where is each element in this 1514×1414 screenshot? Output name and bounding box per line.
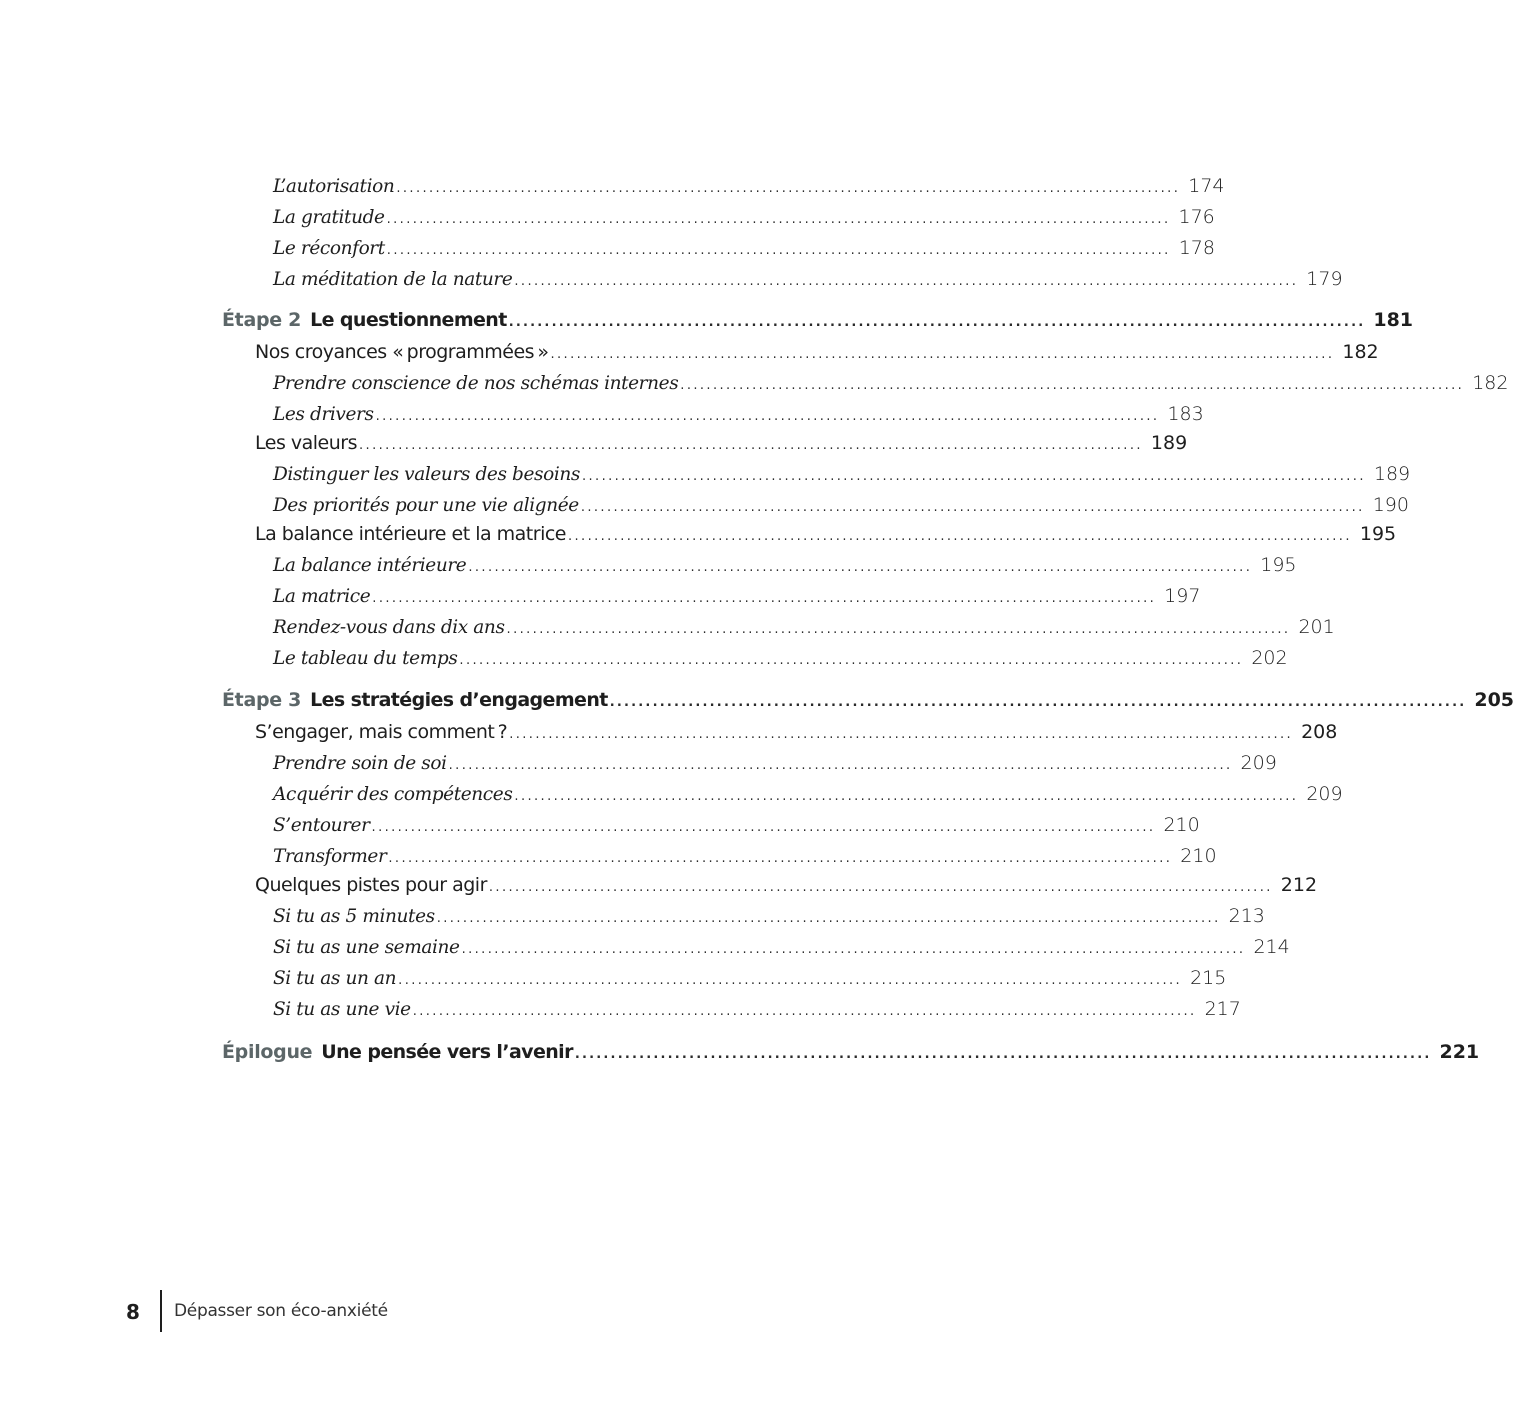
toc-entry-page: 210 [1180, 845, 1217, 867]
toc-entry-page: 209 [1306, 783, 1343, 805]
toc-entry-title: La gratitude [273, 207, 385, 228]
toc-entry-page: 189 [1150, 432, 1188, 454]
toc-entry-page: 189 [1373, 463, 1411, 485]
toc-entry-title: Une pensée vers l’avenir [321, 1041, 573, 1063]
toc-entry-title: Distinguer les valeurs des besoins [273, 464, 580, 485]
toc-entry-page: 202 [1251, 647, 1288, 669]
toc-entry-page: 208 [1301, 721, 1338, 743]
dot-leader: ........................................................................................................................ [508, 315, 1366, 330]
toc-section-entry [0, 513, 1397, 545]
dot-leader: ........................................................................................................................ [581, 469, 1366, 484]
dot-leader: ........................................................................................................................ [396, 181, 1181, 196]
toc-entry [0, 742, 1277, 774]
toc-entry [0, 393, 1204, 425]
toc-chapter-entry [0, 679, 1514, 711]
toc-entry-title: Si tu as une vie [273, 999, 411, 1020]
toc-entry-title: S’engager, mais comment ? [255, 721, 508, 743]
toc-entry-page: 214 [1253, 936, 1290, 958]
toc-chapter-prefix: Étape 2 [222, 309, 302, 331]
dot-leader: ........................................................................................................................ [574, 1047, 1432, 1062]
footer-divider [160, 1290, 162, 1332]
dot-leader: ........................................................................................................................ [459, 653, 1244, 668]
dot-leader: ........................................................................................................................ [506, 622, 1291, 637]
dot-leader: ........................................................................................................................ [398, 973, 1183, 988]
toc-entry-title: Si tu as une semaine [273, 937, 460, 958]
toc-entry [0, 957, 1227, 989]
toc-entry-page: 174 [1188, 175, 1225, 197]
toc-entry [0, 804, 1200, 836]
dot-leader: ........................................................................................................................ [375, 409, 1160, 424]
toc-entry-page: 182 [1342, 341, 1379, 363]
dot-leader: ........................................................................................................................ [488, 880, 1273, 895]
toc-entry-title: Le réconfort [273, 238, 385, 259]
toc-entry-title: Les valeurs [255, 432, 357, 454]
toc-section-entry [0, 331, 1379, 363]
toc-entry-title: Le questionnement [310, 309, 507, 331]
toc-entry-page: 195 [1359, 523, 1397, 545]
toc-entry-title: Le tableau du temps [273, 648, 458, 669]
toc-entry-page: 182 [1472, 372, 1509, 394]
toc-entry-title: Prendre soin de soi [273, 753, 447, 774]
dot-leader: ........................................................................................................................ [461, 942, 1246, 957]
dot-leader: ........................................................................................................................ [386, 243, 1171, 258]
toc-entry-page: 176 [1178, 206, 1215, 228]
toc-entry-title: Des priorités pour une vie alignée [273, 495, 579, 516]
toc-entry-page: 217 [1204, 998, 1241, 1020]
toc-entry [0, 835, 1217, 867]
toc-entry-page: 215 [1190, 967, 1227, 989]
page-footer [0, 1290, 1024, 1336]
toc-entry [0, 575, 1201, 607]
toc-entry-page: 190 [1372, 494, 1409, 516]
toc-chapter-prefix: Épilogue [222, 1041, 313, 1063]
dot-leader: ........................................................................................................................ [514, 274, 1299, 289]
toc-entry [0, 362, 1509, 394]
running-title: Dépasser son éco-anxiété [174, 1301, 388, 1321]
toc-entry-title: La balance intérieure et la matrice [255, 523, 566, 545]
toc-entry-page: 209 [1240, 752, 1277, 774]
toc-entry-page: 201 [1298, 616, 1335, 638]
toc-entry [0, 606, 1335, 638]
toc-entry-title: Si tu as 5 minutes [273, 906, 435, 927]
dot-leader: ........................................................................................................................ [468, 560, 1253, 575]
dot-leader: ........................................................................................................................ [567, 529, 1352, 544]
dot-leader: ........................................................................................................................ [448, 758, 1233, 773]
toc-entry-page: 205 [1474, 689, 1514, 711]
toc-section-entry [0, 864, 1318, 896]
toc-entry [0, 926, 1290, 958]
toc-entry-title: Quelques pistes pour agir [255, 874, 487, 896]
toc-entry-title: Acquérir des compétences [273, 784, 513, 805]
toc-entry [0, 258, 1343, 290]
dot-leader: ........................................................................................................................ [371, 820, 1156, 835]
toc-entry [0, 773, 1343, 805]
toc-entry-title: Rendez-vous dans dix ans [273, 617, 505, 638]
toc-entry-page: 179 [1306, 268, 1343, 290]
toc-entry [0, 895, 1265, 927]
toc-entry-title: L’autorisation [273, 176, 395, 197]
toc-entry-title: Prendre conscience de nos schémas internes [273, 373, 679, 394]
toc-entry-title: Les drivers [273, 404, 374, 425]
toc-entry-page: 197 [1164, 585, 1201, 607]
toc-entry-page: 212 [1280, 874, 1318, 896]
toc-entry [0, 988, 1241, 1020]
toc-entry-title: Transformer [273, 846, 387, 867]
dot-leader: ........................................................................................................................ [509, 727, 1294, 742]
toc-entry-page: 178 [1178, 237, 1215, 259]
toc-entry-page: 195 [1260, 554, 1297, 576]
dot-leader: ........................................................................................................................ [412, 1004, 1197, 1019]
toc-entry-page: 221 [1439, 1041, 1480, 1063]
dot-leader: ........................................................................................................................ [514, 789, 1299, 804]
dot-leader: ........................................................................................................................ [372, 591, 1157, 606]
dot-leader: ........................................................................................................................ [550, 347, 1335, 362]
toc-section-entry [0, 711, 1338, 743]
dot-leader: ........................................................................................................................ [388, 851, 1173, 866]
toc-entry [0, 637, 1288, 669]
toc-entry-title: La matrice [273, 586, 371, 607]
toc-entry-page: 181 [1373, 309, 1414, 331]
toc-entry [0, 227, 1215, 259]
toc-chapter-entry [0, 1031, 1480, 1063]
toc-chapter-prefix: Étape 3 [222, 689, 302, 711]
dot-leader: ........................................................................................................................ [680, 378, 1465, 393]
toc-entry-title: Si tu as un an [273, 968, 397, 989]
toc-entry-page: 183 [1167, 403, 1204, 425]
toc-entry-title: S’entourer [273, 815, 370, 836]
dot-leader: ........................................................................................................................ [609, 695, 1467, 710]
toc-entry [0, 165, 1225, 197]
toc-entry-title: La méditation de la nature [273, 269, 513, 290]
dot-leader: ........................................................................................................................ [580, 500, 1365, 515]
toc-entry [0, 196, 1215, 228]
toc-chapter-entry [0, 299, 1414, 331]
toc-entry [0, 544, 1297, 576]
toc-entry-title: Les stratégies d’engagement [310, 689, 608, 711]
toc-entry-page: 210 [1163, 814, 1200, 836]
toc-entry-title: Nos croyances « programmées » [255, 341, 549, 363]
toc-entry [0, 484, 1409, 516]
toc-entry-page: 213 [1228, 905, 1265, 927]
page-number: 8 [126, 1300, 140, 1324]
dot-leader: ........................................................................................................................ [436, 911, 1221, 926]
toc-section-entry [0, 422, 1188, 454]
dot-leader: ........................................................................................................................ [386, 212, 1171, 227]
toc-entry-title: La balance intérieure [273, 555, 467, 576]
toc-entry [0, 453, 1411, 485]
dot-leader: ........................................................................................................................ [359, 438, 1143, 453]
